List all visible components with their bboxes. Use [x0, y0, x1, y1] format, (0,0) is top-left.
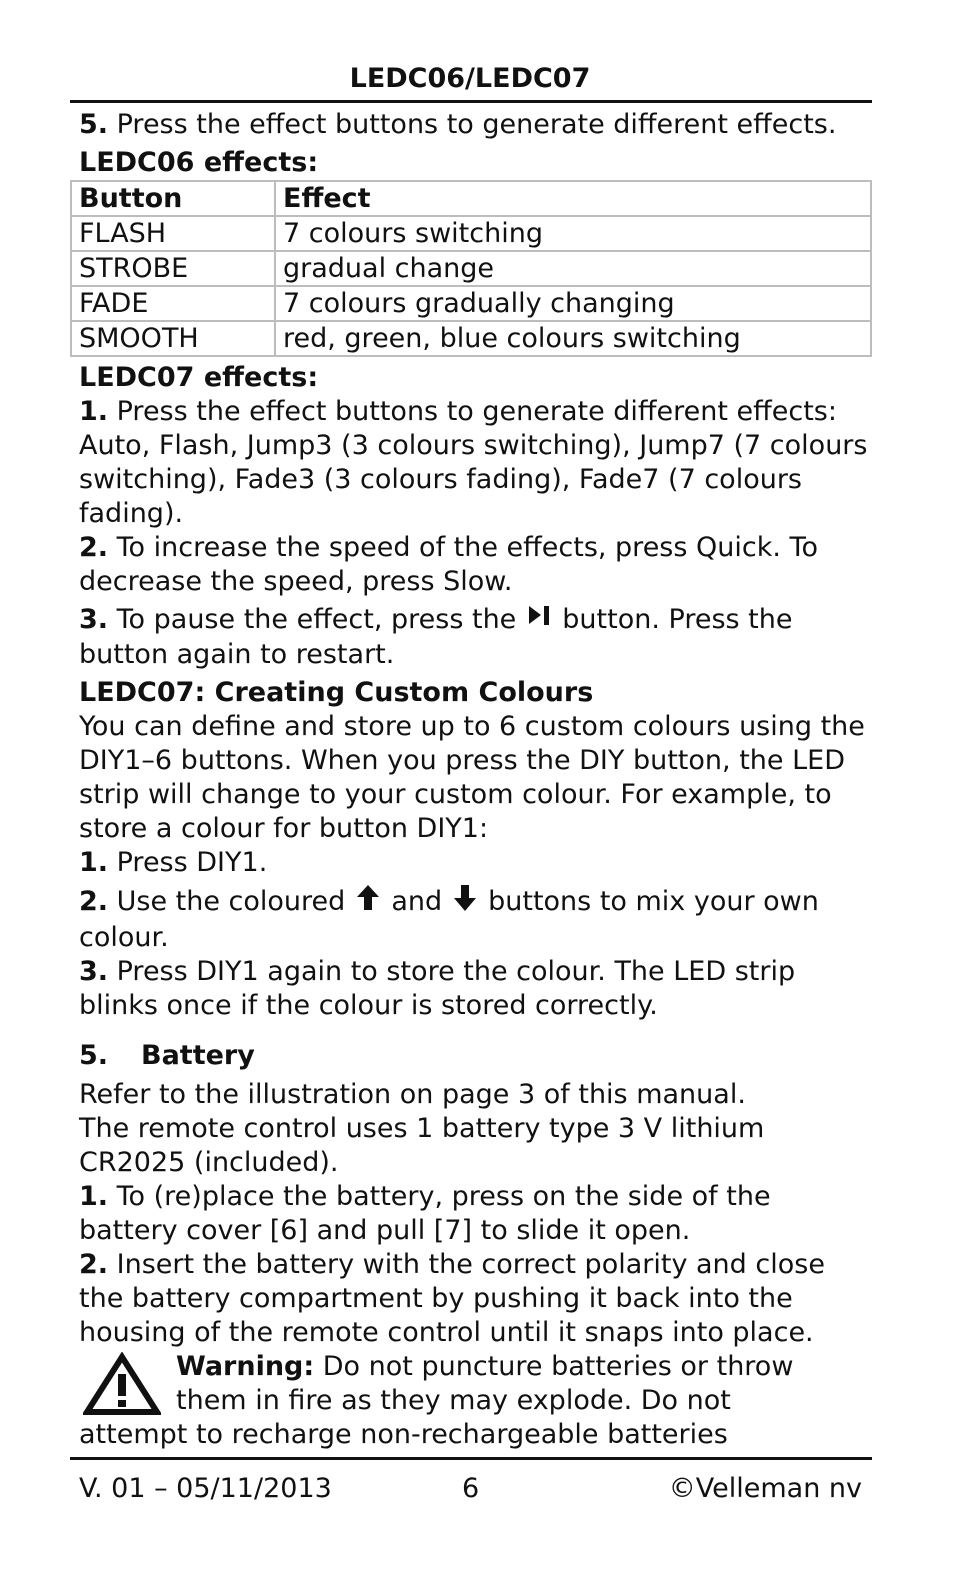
- ledc07-heading: LEDC07 effects:: [79, 362, 319, 393]
- page-footer: [79, 1472, 862, 1506]
- table-row: [71, 286, 871, 321]
- custom-step-2: 2. Use the coloured and buttons to mix your own colour.: [79, 886, 819, 953]
- arrow-up-icon: [355, 884, 381, 921]
- footer-divider: [70, 1457, 872, 1460]
- table-cell-effect: gradual change: [275, 251, 871, 286]
- footer-copyright: ©Velleman nv: [668, 1473, 862, 1504]
- table-row: [71, 251, 871, 286]
- table-row: [71, 216, 871, 251]
- table-cell-button: STROBE: [71, 251, 275, 286]
- custom-step-3: 3. Press DIY1 again to store the colour. The LED strip blinks once if the colour is stored correctly.: [79, 956, 796, 1021]
- battery-section-heading: 5. Battery: [79, 1040, 255, 1071]
- ledc07-step-1: 1. Press the effect buttons to generate different effects: Auto, Flash, Jump3 (3 colours switching), Jump7 (7 colours switching), Fade3 (3 colours fading), Fade7 (7 colours fading).: [79, 396, 868, 529]
- column-header-button: Button: [71, 181, 275, 216]
- custom-step-1: 1. Press DIY1.: [79, 847, 268, 878]
- arrow-down-icon: [452, 884, 478, 921]
- header-divider: [70, 100, 872, 103]
- column-header-effect: Effect: [275, 181, 871, 216]
- table-cell-effect: 7 colours gradually changing: [275, 286, 871, 321]
- ledc07-step-2: 2. To increase the speed of the effects, press Quick. To decrease the speed, press Slow.: [79, 532, 818, 597]
- warning-line-1: Warning: Do not puncture batteries or throw: [176, 1351, 794, 1382]
- table-cell-button: FLASH: [71, 216, 275, 251]
- page-title: LEDC06/LEDC07: [349, 63, 591, 94]
- custom-colours-intro: You can define and store up to 6 custom colours using the DIY1–6 buttons. When you press the DIY button, the LED strip will change to your custom colour. For example, to store a colour for button DIY1:: [79, 711, 865, 844]
- table-cell-effect: 7 colours switching: [275, 216, 871, 251]
- table-cell-button: FADE: [71, 286, 275, 321]
- custom-colours-heading: LEDC07: Creating Custom Colours: [79, 677, 594, 708]
- warning-triangle-icon: [83, 1352, 161, 1425]
- table-cell-button: SMOOTH: [71, 321, 275, 356]
- footer-version: V. 01 – 05/11/2013: [79, 1473, 332, 1504]
- warning-block: [79, 1350, 869, 1452]
- battery-paragraph-2: The remote control uses 1 battery type 3 V lithium CR2025 (included).: [79, 1113, 765, 1178]
- play-pause-icon: [526, 603, 552, 638]
- battery-paragraph-1: Refer to the illustration on page 3 of this manual.: [79, 1079, 746, 1110]
- table-header-row: [71, 181, 871, 216]
- page-header: [70, 62, 870, 96]
- table-cell-effect: red, green, blue colours switching: [275, 321, 871, 356]
- ledc06-heading: LEDC06 effects:: [79, 147, 319, 178]
- battery-step-1: 1. To (re)place the battery, press on the side of the battery cover [6] and pull [7] to slide it open.: [79, 1181, 771, 1246]
- warning-label: Warning:: [176, 1351, 315, 1382]
- warning-line-2: them in fire as they may explode. Do not: [176, 1385, 731, 1416]
- step-5: 5. Press the effect buttons to generate different effects.: [79, 109, 837, 140]
- ledc06-effects-table: [70, 180, 872, 357]
- warning-line-3: attempt to recharge non-rechargeable batteries: [79, 1419, 728, 1450]
- battery-step-2: 2. Insert the battery with the correct polarity and close the battery compartment by pushing it back into the housing of the remote control until it snaps into place.: [79, 1249, 825, 1348]
- table-row: [71, 321, 871, 356]
- footer-page-number: 6: [462, 1473, 480, 1504]
- ledc07-step-3: 3. To pause the effect, press the button. Press the button again to restart.: [79, 604, 793, 670]
- page-content: [79, 108, 869, 1452]
